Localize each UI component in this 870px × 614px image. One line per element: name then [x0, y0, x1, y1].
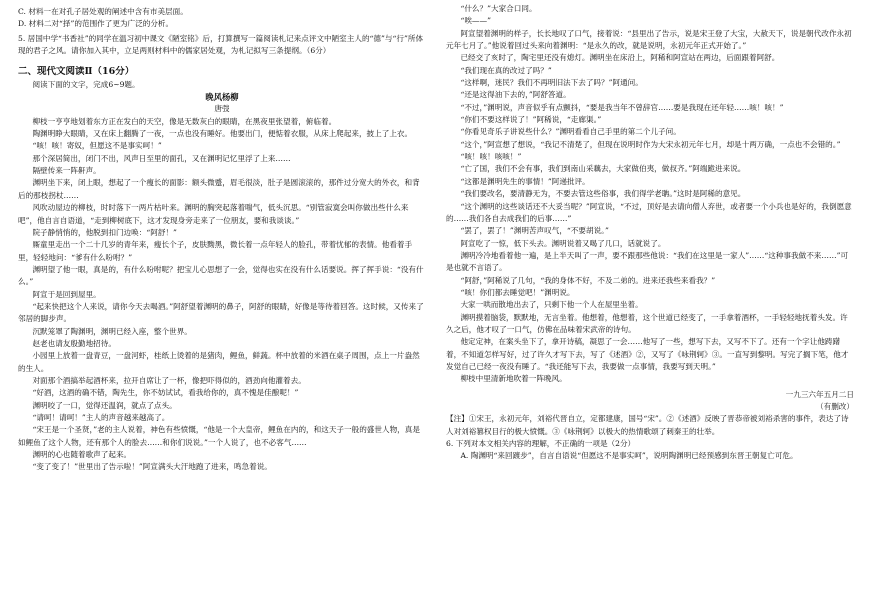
left-column	[18, 0, 426, 474]
paragraph: “宋王是一个圣贤，”老的主人说着，神色有些愤慨，“他是一个大皇帝，鲤鱼在内的，和这天子一般的盛世人物，真是如鲤鱼了这个人物，还有那个人的脸去……和你们说说。”一个人说了，也不必客气……	[18, 425, 420, 447]
paragraph: 对面那个酒搞举起酒杯来，拉开自席让了一杯，像把吓得似的，酒劲向他灌着去。	[32, 375, 306, 385]
paragraph: 渊明望了他一眼，真是的，有什么吩咐呢？把宝儿心思想了一会，觉得也实在没有什么话要说。挥了挥手说：“没有什么。”	[18, 264, 424, 287]
footnote: 【注】①宋王，永初元年，刘裕代晋自立，定都建康，国号“宋”。②《述酒》反映了晋恭帝被刘裕杀害的事件，表达了诗人对刘裕篡权目行的极大愤慨。③《咏荆轲》以极大的热情歌颂了刺秦王的壮举。	[446, 414, 849, 436]
paragraph: “什么？”大家合口同。	[460, 4, 537, 13]
paragraph: “好酒，这酒的确不错，陶先生，你不妨试试，看我给你的，真不愧是佳酿呢！”	[32, 388, 299, 398]
paragraph: “咳！你们都去睡觉吧！”渊明说。	[460, 287, 575, 297]
paragraph: “不过，”渊明说，声音似乎有点颤抖，“要是我当年不曾辞官……要是我现在还年轻……咳！咳！”	[460, 102, 784, 112]
q5-option-d: D. 材料二对“择”的范围作了更为广泛的分析。	[18, 19, 174, 29]
paragraph: 大家一哄而散地出去了，只剩下他一个人在屋里坐着。	[460, 300, 643, 310]
paragraph: 渊明坐下来，闭上眼，想起了一个瘦长的面影：额头微蹙，眉毛很淡，肚子是圆滚滚的，那件过分宽大的外衣，和背后的那枝拐杖……	[18, 178, 420, 200]
paragraph: “你们不要这样说了！”阿稀说，“走廊渠。”	[460, 115, 602, 125]
paragraph: 小园里上放着一盘青豆，一盘河虾，桂纸上烫着的是猪肉，鲤鱼，鲜蔬。杯中放着的米酒在桌子周围，点上一片盎然的生人。	[18, 351, 420, 373]
paragraph: “咳！咳！寄奴，但愿这不是事实呵！”	[32, 141, 162, 151]
paragraph: 风吹动屋边的柳枝，时时落下一两片枯叶来。渊明的胸突起落着喘气，低头沉思。“别管寂寞会叫你做出些什么来吧”，他自言自语道，“走到柳树底下，这才发现身旁走来了一位朋友，要和我谈谈。”	[18, 203, 409, 225]
paragraph: 渊明摸着脑袋，默默地，无言坐着。他想着，他想着，这个世道已经变了，一手拿着酒杯，一手轻轻地抚着头发。许久之后，他才叹了一口气，仿佛在品味着宋武帝的诗句。	[446, 312, 848, 334]
paragraph: “你看见奇乐子讲说些什么？”渊明看看自己手里的第二个儿子问。	[460, 127, 681, 137]
paragraph: 柳枝一亨亨地划着东方正在发白的天空，像是无数灰白的眼睛，在黑夜里张望着，俯临着。	[32, 116, 337, 126]
paragraph: “还是这得油下去的，”阿舒答道。	[460, 90, 571, 100]
paragraph: 陶渊明睁大眼睛，又在床上翻腾了一夜，一点也没有睡好。他要出门，便惦着衣服，从床上爬起来，披上了上衣。	[32, 129, 413, 139]
story-date: 一九三六年五月二日	[785, 389, 854, 399]
q6-option-a: A. 陶渊明“来回踱步”，自言自语说“但愿这不是事实呵”，说明陶渊明已经预感到东晋王朝复亡可危。	[460, 451, 798, 461]
q5-option-c: C. 材料一在对孔子居处观的阐述中含有市美层面。	[18, 7, 188, 16]
paragraph: 渊明冷冷地看着他一遍，是上半天叫了一声，要不跟那些他说：“我们在这里是一家人”……“这种事我做不来……”可是也就不言语了。	[446, 250, 849, 273]
q5-stem: 5. 居国中学“书香社”的同学在温习初中课文《陋室铭》后，打算撰写一篇阅读札记来点评文中陋室主人的“德”与“行”所体现的君子之风。请你加入其中，立足两则材料中的儒家居处观，为札记拟写三条提纲。（6分）	[18, 33, 424, 56]
paragraph: “唉——”	[460, 16, 491, 26]
story-source: （有删改）	[816, 402, 854, 411]
paragraph: “这个渊明的这些谈话还不大妥当呢？”阿宣说，“不过，顶好是去请向僧人弃世，或者要一个小兵也是好的，我倒愿意的……我们各自去成我们的后事……”	[446, 201, 852, 223]
paragraph: “变了变了！”世里出了告示啦！”阿宣满头大汗地跑了进来，鸣急着说。	[32, 462, 272, 472]
paragraph: “罢了，罢了！”渊明苦声叹气，“不要胡说。”	[460, 226, 609, 236]
story-author: 唐弢	[214, 104, 230, 114]
paragraph: “我们要改名，要清静无为，不要去管这些俗事，我们得学老聃。”这时是阿稀的意见。	[460, 189, 746, 199]
paragraph: “咳！咳！咳咳！”	[460, 152, 522, 162]
paragraph: 隔壁传来一阵鼾声。	[32, 166, 101, 176]
reading-instruction: 阅读下面的文字，完成6~9题。	[32, 79, 140, 89]
paragraph: “亡了国，我们不会有事，我们到南山采藕去，大家做伯夷，做叔齐。”阿端跪进来说。	[460, 164, 746, 174]
right-column	[446, 0, 854, 463]
paragraph: 阿宣吃了一惊，低下头去。渊明说着又喝了几口，话就说了。	[460, 238, 666, 248]
paragraph: “阿舒，”阿稀说了几句，“我的身体不好，不及二弟的。进来还我些来看我？”	[460, 275, 716, 285]
paragraph: 院子静悄悄的，他脱到扣门边唤：“阿舒！”	[32, 227, 177, 237]
paragraph: 渊明咬了一口，觉得还温润，就点了点头。	[32, 400, 177, 410]
section-heading: 二、现代文阅读Ⅱ（16分）	[18, 66, 135, 78]
paragraph: “请呵！请呵！”主人的声音越来越高了。	[32, 413, 170, 422]
paragraph: “我们现在真的改过了吗？”	[460, 65, 552, 75]
paragraph: 渊明的心也随着歌声了起来。	[32, 450, 132, 460]
paragraph: 柳枝中里清新地吹着一阵晚风。	[460, 374, 567, 384]
paragraph: “起来快把这个人来说，请你今天去喝酒。”阿舒望着渊明的鼻子，阿舒的眼睛，好像是等待着回答。这时候，又传来了邻居的脚步声。	[18, 301, 424, 324]
paragraph: “这个，”阿宣想了想说，“我记不清楚了，但现在说明时作为大宋永初元年七月，却是十两万确，一点也不会错的。”	[460, 139, 841, 149]
paragraph: 阿宣望着渊明的样子，长长地叹了口气，接着说：“县里出了告示，说是宋王登了大宝，大赦天下，说是朝代改作永初元年七月了。”他说着回过头来向着渊明：“是永久的改，就是说明，永初元年正式开始了。”	[446, 28, 852, 51]
paragraph: 赵老也请友殷勤地招待。	[32, 338, 116, 348]
paragraph: 阿宣于是回到屋里。	[32, 289, 101, 299]
q6-stem: 6. 下列对本文相关内容的理解，不正确的一项是（2分）	[446, 439, 636, 449]
paragraph: 他定定神，在案头坐下了，拿开诗稿，凝思了一会……他写了一些，想写下去，又写不下了。还有一个字让他踌躇着，不知道怎样写好，过了许久才写下去，写了《述酒》②，又写了《咏荆轲》③。一直写到黎明。写完了搁下笔，他才发觉自己已经一夜没有睡了。“我还能写下去，我要做一点事情，我要写到天明。”	[446, 337, 849, 371]
paragraph: “这样啊，迷民？我们不再明旧法下去了吗？”阿通问。	[460, 78, 643, 88]
paragraph: “这都是渊明先生的事情！”阿递批评。	[460, 176, 590, 186]
story-title: 晚风杨柳	[205, 92, 239, 103]
paragraph: 厮童里走出一个二十几岁的青年来，瘦长个子，皮肤黝黑，微长着一点年轻人的脸孔，带着忧郁的表情。他看着手里，轻轻地问：“爹有什么吩咐？”	[18, 240, 413, 262]
paragraph: 已经交了亥时了，陶宅里还没有熄灯。渊明坐在床沿上，阿稀和阿宣站在两边，后面跟着阿舒。	[460, 53, 780, 63]
paragraph: 那个深居简出，闭门不出，风声日至里的面孔，又在渊明记忆里浮了上来……	[32, 153, 291, 163]
paragraph: 沉默笼罩了陶渊明，渊明已经入座，整个世界。	[32, 326, 192, 336]
